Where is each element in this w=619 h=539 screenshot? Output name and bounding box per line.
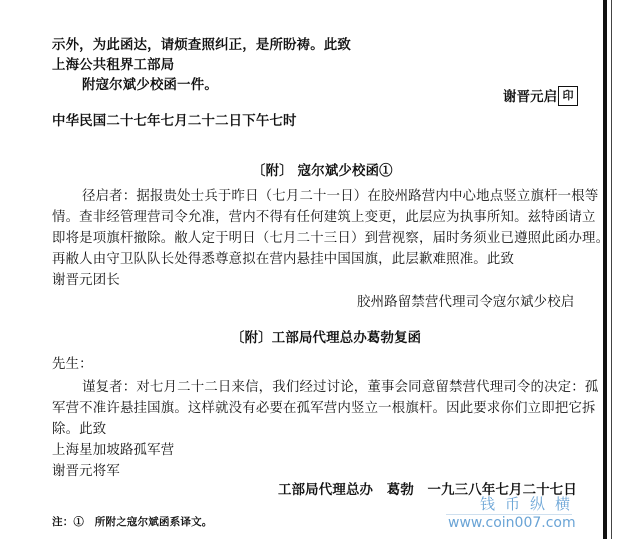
attachment2-signer: 工部局代理总办 葛勃 一九三八年七月二十七日	[278, 482, 577, 498]
attachment2-para-line-2: 军营不准许悬挂国旗。这样就没有必要在孤军营内竖立一根旗杆。因此要求你们立即把它拆	[52, 401, 596, 416]
attachment1-para-line-2: 情。查非经管理营司令允准，营内不得有任何建筑上变更，此层应为执事所知。兹特函请立	[52, 210, 596, 225]
letter-signer: 谢晋元启	[503, 89, 558, 105]
letter-line-1: 示外，为此函达，请烦查照纠正，是所盼祷。此致	[52, 37, 351, 53]
attachment1-para-line-5: 谢晋元团长	[52, 273, 120, 288]
watermark-cn: 钱币纵横	[480, 495, 581, 513]
letter-date: 中华民国二十七年七月二十二日下午七时	[52, 113, 297, 129]
attachment2-para-line-3: 除。此致	[52, 422, 107, 437]
attachment1-title: 〔附〕 寇尔斌少校函①	[252, 163, 393, 179]
attachment1-para-line-4: 再敝人由守卫队队长处得悉尊意拟在营内悬挂中国国旗，此层歉难照准。此致	[52, 252, 515, 267]
page-edge-rule	[603, 0, 607, 539]
attachment2-para-line-4: 上海星加坡路孤军营	[52, 443, 175, 458]
seal-stamp: 印	[558, 86, 578, 106]
attachment1-para-line-1: 径启者：据报贵处士兵于昨日（七月二十一日）在胶州路营内中心地点竖立旗杆一根等	[82, 189, 599, 204]
attachment2-para-line-5: 谢晋元将军	[52, 464, 120, 479]
attachment1-para-line-3: 即将是项旗杆撤除。敝人定于明日（七月二十三日）到营视察，届时务须业已遵照此函办理。	[52, 231, 610, 246]
letter-line-2: 上海公共租界工部局	[52, 57, 175, 73]
attachment2-salutation: 先生：	[52, 357, 93, 372]
watermark-url: www.coin007.com	[448, 515, 576, 531]
letter-line-3: 附寇尔斌少校函一件。	[82, 77, 218, 93]
footnote: 注：① 所附之寇尔斌函系译文。	[52, 516, 213, 528]
attachment2-para-line-1: 谨复者：对七月二十二日来信，我们经过讨论，董事会同意留禁营代理司令的决定：孤	[82, 380, 599, 395]
page-edge-rule-thin	[611, 0, 612, 539]
attachment1-signer: 胶州路留禁营代理司令寇尔斌少校启	[357, 295, 575, 310]
attachment2-title: 〔附〕工部局代理总办葛勃复函	[231, 330, 422, 346]
